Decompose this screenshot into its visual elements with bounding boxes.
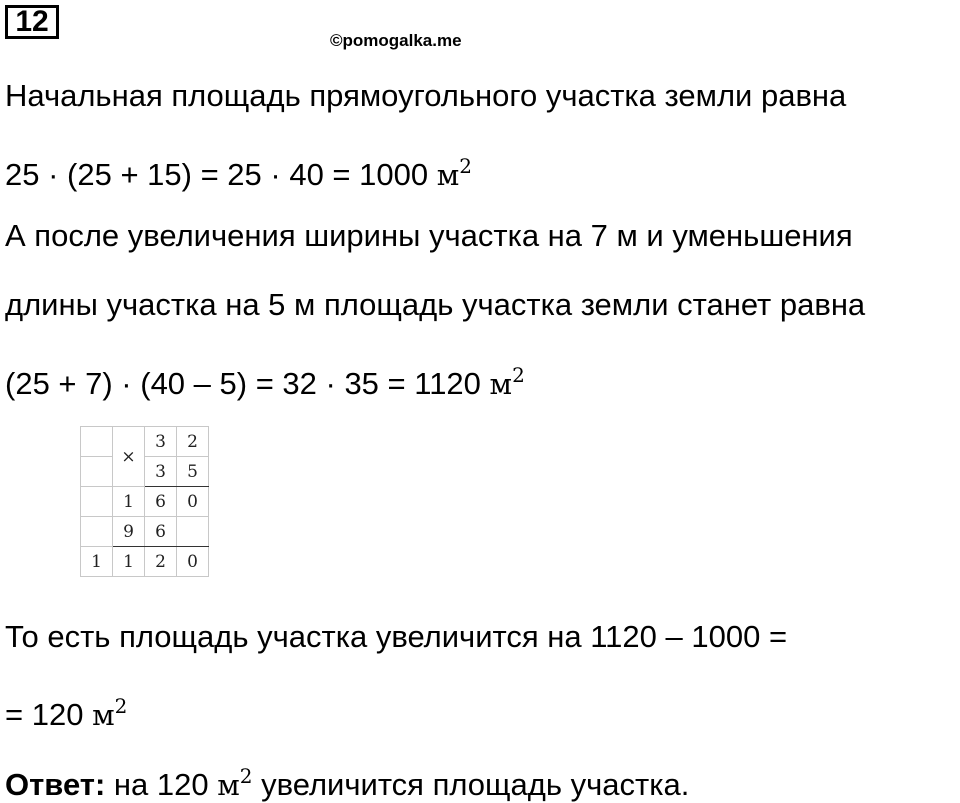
text-line-7 (5, 688, 127, 733)
calc-cell: 6 (145, 517, 177, 547)
calc-row-multiplier (81, 457, 209, 487)
calc-cell: 6 (145, 487, 177, 517)
unit-meter: м (217, 768, 240, 802)
calc-cell: 3 (145, 427, 177, 457)
calc-cell: 3 (145, 457, 177, 487)
expression-new-area: (25 + 7) · (40 – 5) = 32 · 35 = 1120 (5, 366, 490, 401)
unit-power: 2 (459, 154, 473, 178)
calc-cell: 9 (113, 517, 145, 547)
calc-cell (81, 517, 113, 547)
text-line-3: А после увеличения ширины участка на 7 м и уменьшения (5, 218, 853, 253)
calc-cell: 2 (177, 427, 209, 457)
text-line-1: Начальная площадь прямоугольного участка земли равна (5, 78, 847, 113)
column-multiplication (80, 426, 209, 577)
calc-cell (177, 517, 209, 547)
calc-cell: 1 (113, 487, 145, 517)
calc-cell: 0 (177, 487, 209, 517)
problem-number: 12 (5, 5, 59, 39)
calc-row-multiplicand (81, 427, 209, 457)
text-line-6: То есть площадь участка увеличится на 1120 – 1000 = (5, 619, 788, 654)
calc-cell: 1 (81, 547, 113, 577)
calc-cell: 0 (177, 547, 209, 577)
text-line-5 (5, 357, 525, 402)
calc-cell: 2 (145, 547, 177, 577)
unit-meter: м (92, 698, 115, 732)
answer-text-pre: на 120 (105, 767, 218, 802)
answer-line (5, 758, 689, 803)
calc-row-result (81, 547, 209, 577)
calc-cell: 5 (177, 457, 209, 487)
calc-cell (81, 487, 113, 517)
multiply-sign: × (113, 427, 145, 487)
calc-row-partial-2 (81, 517, 209, 547)
unit-power: 2 (512, 363, 525, 387)
expression-difference: = 120 (5, 697, 93, 732)
calc-cell: 1 (113, 547, 145, 577)
text-line-2 (5, 148, 472, 193)
calc-cell (81, 457, 113, 487)
watermark: ©pomogalka.me (330, 31, 462, 50)
unit-meter: м (489, 367, 513, 401)
text-line-4: длины участка на 5 м площадь участка земли станет равна (5, 287, 866, 322)
unit-power: 2 (114, 694, 128, 718)
calc-cell (81, 427, 113, 457)
unit-meter: м (436, 158, 460, 192)
answer-label: Ответ: (5, 767, 106, 802)
unit-power: 2 (239, 764, 253, 788)
expression-initial-area: 25 · (25 + 15) = 25 · 40 = 1000 (5, 157, 437, 192)
calc-row-partial-1 (81, 487, 209, 517)
answer-text-post: увеличится площадь участка. (252, 767, 690, 802)
